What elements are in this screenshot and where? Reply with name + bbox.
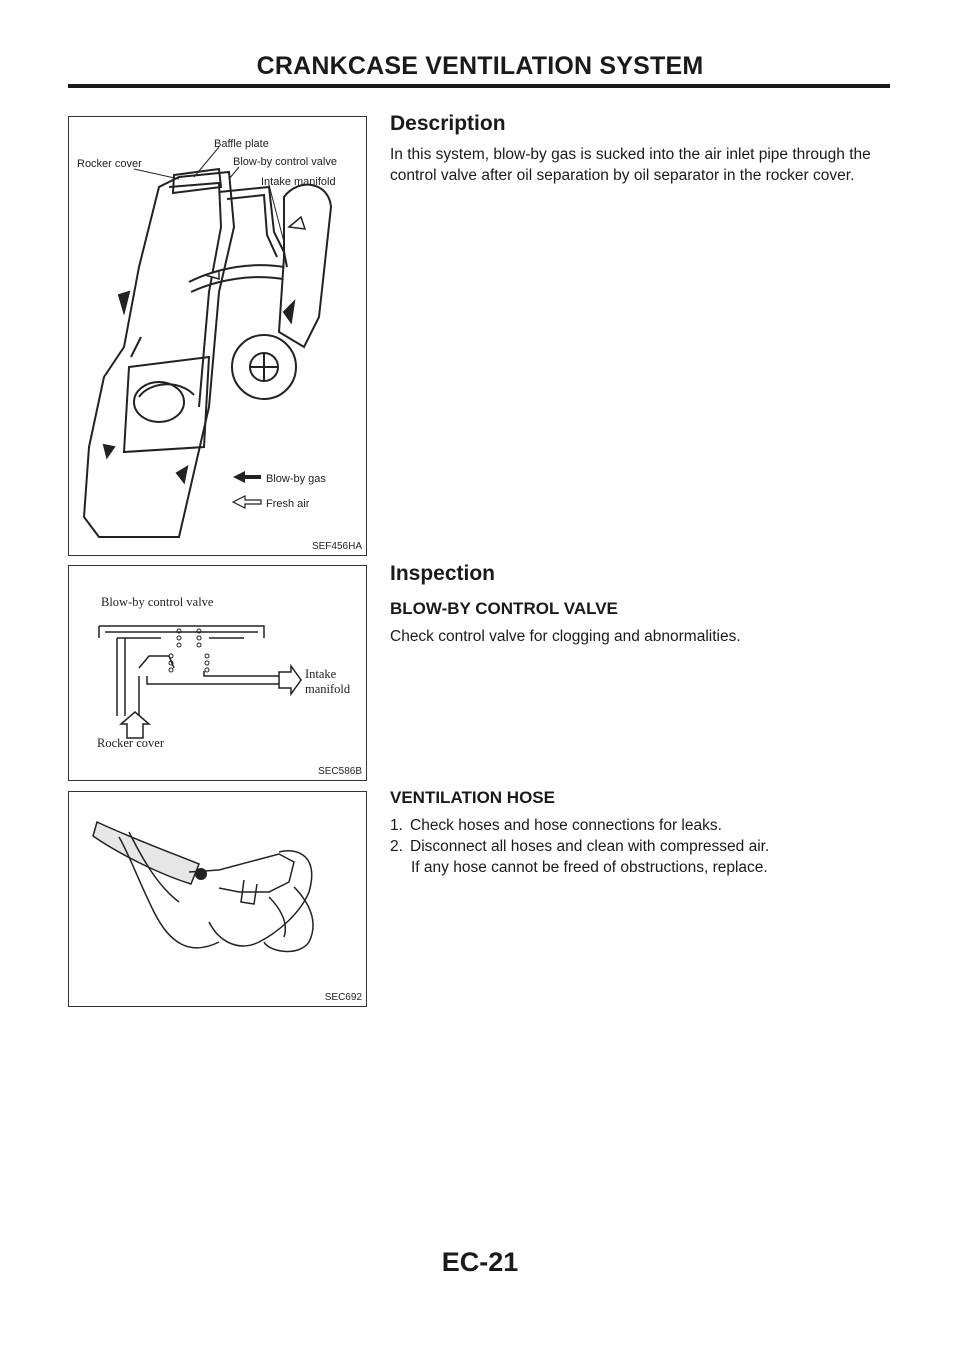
figure-code: SEF456HA	[311, 541, 362, 552]
procedure-list	[390, 815, 890, 878]
list-item: 2. Disconnect all hoses and clean with compressed air.	[390, 838, 770, 855]
subsection-heading: VENTILATION HOSE	[390, 788, 555, 807]
label-intake-manifold: Intake manifold	[261, 176, 336, 188]
label-rocker-cover: Rocker cover	[97, 736, 164, 750]
label-blowby-control-valve: Blow-by control valve	[101, 595, 214, 609]
section-paragraph: In this system, blow-by gas is sucked into the air inlet pipe through the control valve after oil separation by oil separator in the rocker cover.	[390, 146, 871, 184]
label-baffle-plate: Baffle plate	[214, 138, 269, 150]
page-number: EC-21	[441, 1247, 519, 1277]
svg-text:Fresh air: Fresh air	[266, 498, 310, 510]
section-ventilation-hose	[390, 788, 890, 878]
label-rocker-cover: Rocker cover	[77, 158, 142, 170]
list-item-note: If any hose cannot be freed of obstructions, replace.	[411, 859, 768, 876]
list-item: 1. Check hoses and hose connections for leaks.	[390, 817, 722, 834]
figure-control-valve	[68, 565, 367, 781]
header-rule	[68, 84, 890, 88]
subsection-heading: BLOW-BY CONTROL VALVE	[390, 599, 618, 618]
figure-code: SEC586B	[318, 766, 362, 777]
hose-cleaning-drawing	[69, 792, 366, 1006]
section-heading: Description	[390, 112, 506, 135]
label-intake: Intake	[305, 667, 337, 681]
section-inspection	[390, 562, 890, 647]
figure-ventilation-diagram	[68, 116, 367, 556]
label-manifold: manifold	[305, 682, 351, 696]
page-header-title: CRANKCASE VENTILATION SYSTEM	[256, 52, 704, 80]
label-blowby-control-valve: Blow-by control valve	[233, 156, 337, 168]
figure-hose-cleaning	[68, 791, 367, 1007]
control-valve-drawing	[69, 566, 366, 780]
legend-fresh-air	[233, 496, 310, 510]
legend-blowby-gas	[233, 471, 326, 485]
svg-text:Blow-by gas: Blow-by gas	[266, 473, 326, 485]
section-heading: Inspection	[390, 562, 496, 585]
figure-code: SEC692	[324, 992, 362, 1003]
subsection-paragraph: Check control valve for clogging and abnormalities.	[390, 628, 741, 645]
ventilation-diagram-drawing	[69, 117, 366, 555]
section-description	[390, 112, 890, 186]
